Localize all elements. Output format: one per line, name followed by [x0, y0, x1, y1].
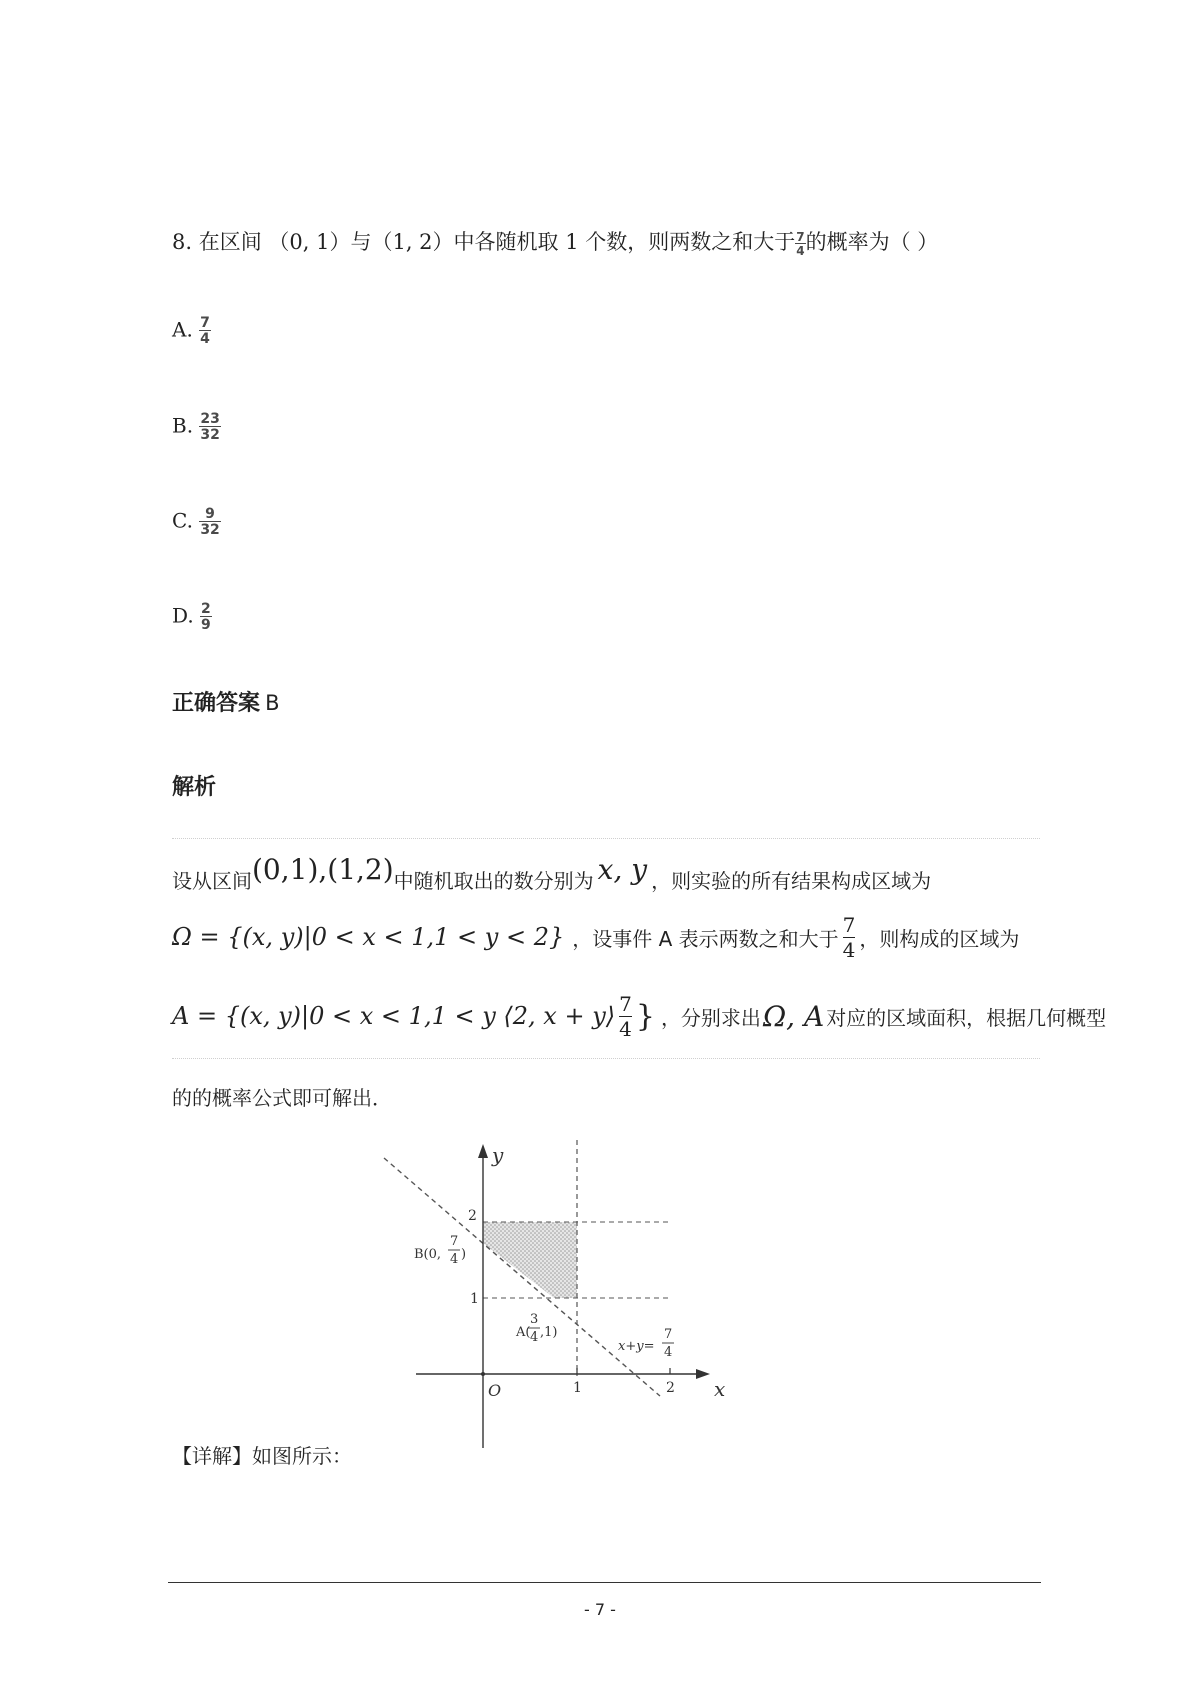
analysis-fraction: $\frac{7}{4}$	[842, 912, 856, 962]
option-fraction: $\frac{2}{9}$	[201, 601, 211, 633]
analysis-text: ，则实验的所有结果构成区域为	[651, 869, 932, 893]
svg-text:B(0,: B(0,	[414, 1247, 442, 1262]
option-label: C.	[172, 508, 193, 533]
question-line	[172, 226, 938, 257]
svg-text:): )	[461, 1247, 467, 1262]
option-label: B.	[172, 413, 194, 438]
analysis-text: ，则构成的区域为	[859, 926, 1020, 951]
analysis-line-3	[172, 984, 1106, 1048]
a-expr-fraction: $\frac{7}{4}$	[619, 991, 632, 1041]
divider-top	[172, 838, 1040, 839]
analysis-line-1	[172, 850, 931, 894]
point-a-label	[515, 1312, 557, 1345]
line-equation-label	[618, 1327, 674, 1360]
x-axis-arrow	[696, 1369, 710, 1379]
analysis-text: 设从区间	[172, 869, 252, 893]
analysis-line-2	[172, 908, 1019, 966]
svg-text:7: 7	[450, 1234, 459, 1249]
detail-line: 【详解】如图所示：	[172, 1444, 352, 1468]
tick-label-y2: 2	[468, 1208, 477, 1224]
analysis-line-4: 的的概率公式即可解出．	[172, 1086, 392, 1110]
option-label: A.	[172, 317, 193, 342]
svg-text:A(: A(	[516, 1325, 531, 1340]
option-d	[172, 602, 212, 632]
a-expr: A = {(x, y)|0 < x < 1,1 < y ⟨2, x + y⟩	[172, 1002, 616, 1030]
svg-text:4: 4	[530, 1330, 539, 1345]
page-number: - 7 -	[584, 1600, 616, 1619]
option-b	[172, 412, 221, 442]
answer-value: B	[265, 691, 280, 715]
y-axis-arrow	[478, 1144, 488, 1158]
intervals-expr: (0,1),(1,2)	[252, 853, 394, 886]
tick-label-x1: 1	[573, 1380, 582, 1396]
option-fraction: $\frac{23}{32}$	[200, 411, 220, 443]
shaded-region	[483, 1222, 577, 1298]
svg-text:4: 4	[450, 1252, 459, 1267]
svg-text:,1): ,1)	[540, 1325, 558, 1340]
svg-text:4: 4	[664, 1345, 673, 1360]
svg-text:x+y=: x+y=	[618, 1339, 655, 1354]
option-label: D.	[172, 603, 194, 628]
svg-text:3: 3	[530, 1312, 539, 1327]
omega-a-expr: Ω, A	[762, 999, 825, 1033]
svg-text:7: 7	[664, 1327, 673, 1342]
analysis-text: 对应的区域面积，根据几何概型	[826, 1005, 1107, 1030]
answer-label: 正确答案	[172, 691, 261, 716]
question-text-before: 8. 在区间 （0, 1）与（1, 2）中各随机取 1 个数，则两数之和大于	[172, 230, 796, 254]
option-a	[172, 316, 211, 346]
vars-expr: x, y	[597, 853, 648, 886]
analysis-heading: 解析	[172, 775, 217, 800]
tick-label-x2: 2	[666, 1380, 675, 1396]
footer-rule	[168, 1582, 1041, 1583]
origin-dot	[481, 1372, 485, 1376]
option-c	[172, 507, 221, 537]
divider-bottom	[172, 1058, 1040, 1059]
analysis-text: ，设事件 A 表示两数之和大于	[572, 926, 839, 951]
tick-label-y1: 1	[470, 1291, 479, 1307]
point-b-label	[414, 1234, 466, 1267]
a-expr-close: }	[635, 998, 655, 1034]
analysis-text: 中随机取出的数分别为	[393, 869, 594, 893]
correct-answer	[172, 686, 280, 717]
x-axis-label: x	[714, 1377, 726, 1401]
question-fraction: $\frac{7}{4}$	[796, 229, 805, 258]
line-x-plus-y	[384, 1158, 660, 1396]
y-axis-label: y	[492, 1143, 504, 1167]
option-fraction: $\frac{9}{32}$	[200, 506, 220, 538]
analysis-text: ，分别求出	[660, 1005, 761, 1030]
omega-expr: Ω = {(x, y)|0 < x < 1,1 < y < 2}	[172, 923, 565, 951]
question-text-after: 的概率为（ ）	[805, 230, 939, 254]
option-fraction: $\frac{7}{4}$	[200, 315, 210, 347]
origin-label: O	[488, 1381, 502, 1400]
region-figure	[370, 1128, 750, 1458]
